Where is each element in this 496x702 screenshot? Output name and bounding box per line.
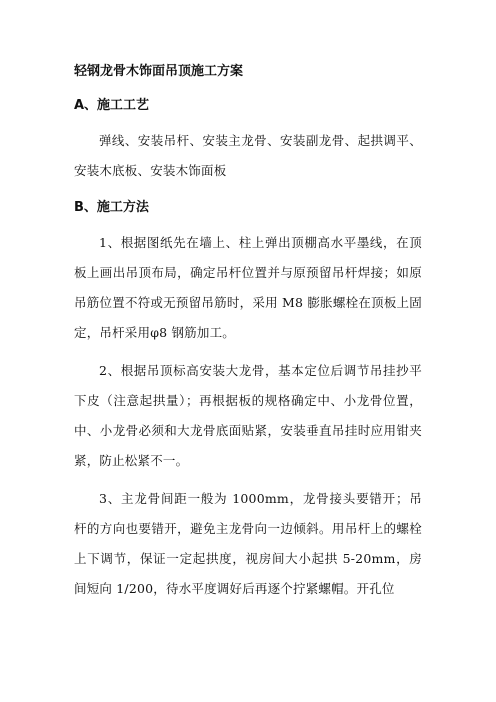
section-heading-a: A、施工工艺 <box>74 98 150 113</box>
paragraph-step-2: 2、根据吊顶标高安装大龙骨，基本定位后调节吊挂抄平下皮（注意起拱量）；再根据板的规格确定中、小龙骨位置，中、小龙骨必须和大龙骨底面贴紧，安装垂直吊挂时应用钳夹紧，防止松紧不一。 <box>74 363 422 468</box>
section-heading-b: B、施工方法 <box>74 200 149 215</box>
paragraph-process: 弹线、安装吊杆、安装主龙骨、安装副龙骨、起拱调平、安装木底板、安装木饰面板 <box>74 133 422 178</box>
document-body <box>74 62 422 612</box>
paragraph-step-1: 1、根据图纸先在墙上、柱上弹出顶棚高水平墨线，在顶板上画出吊顶布局，确定吊杆位置并与原预留吊杆焊接；如原吊筋位置不符或无预留吊筋时，采用 M8 膨胀螺栓在顶板上固定，吊杆采用φ8 钢筋加工。 <box>74 235 422 340</box>
document-title: 轻钢龙骨木饰面吊顶施工方案 <box>74 64 244 79</box>
paragraph-step-3: 3、主龙骨间距一般为 1000mm，龙骨接头要错开；吊杆的方向也要错开，避免主龙骨向一边倾斜。用吊杆上的螺栓上下调节，保证一定起拱度，视房间大小起拱 5-20mm，房间短向 1/200，待水平度调好后再逐个拧紧螺帽。开孔位 <box>74 491 422 596</box>
